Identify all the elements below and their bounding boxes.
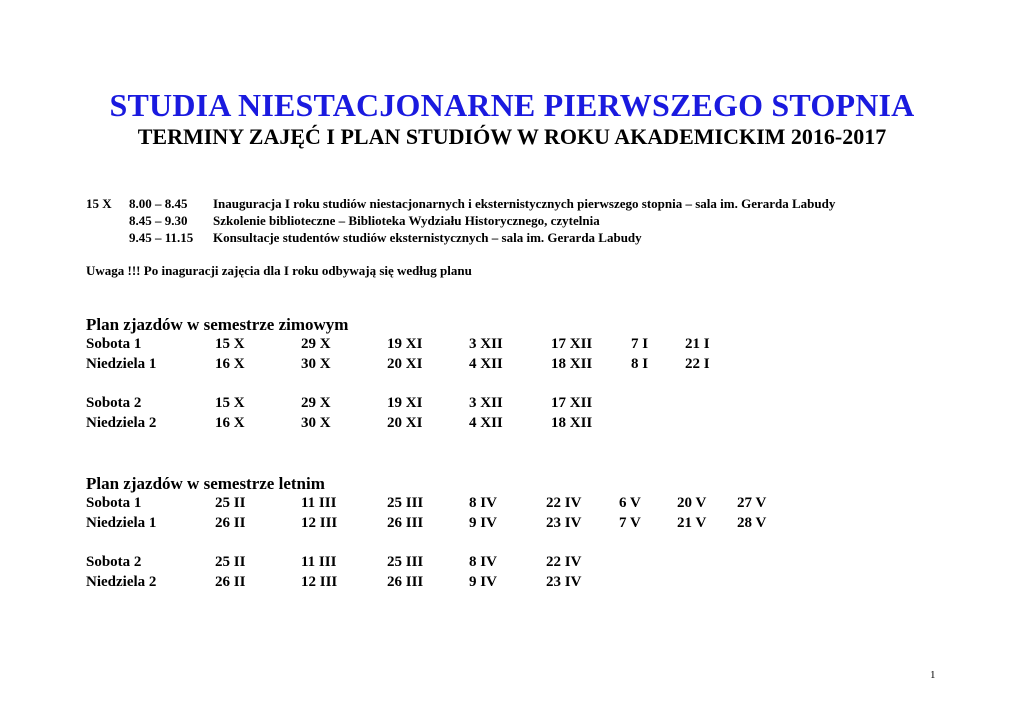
date-cell: 25 III: [387, 554, 424, 570]
date-cell: 18 XII: [551, 356, 593, 372]
date-cell: 9 IV: [469, 515, 497, 531]
date-cell: 27 V: [737, 495, 767, 511]
date-cell: 12 III: [301, 574, 338, 590]
date-cell: 16 X: [215, 415, 245, 431]
document-subtitle: TERMINY ZAJĘĆ I PLAN STUDIÓW W ROKU AKADEMICKIM 2016-2017: [137, 124, 887, 149]
date-cell: 7 I: [631, 336, 649, 352]
winter-heading: Plan zjazdów w semestrze zimowym: [86, 315, 349, 334]
date-cell: 26 III: [387, 515, 424, 531]
schedule-date: 15 X: [86, 196, 112, 211]
date-cell: 30 X: [301, 356, 331, 372]
schedule-note: Uwaga !!! Po inaguracji zajęcia dla I roku odbywają się według planu: [86, 263, 472, 278]
date-cell: 16 X: [215, 356, 245, 372]
date-cell: 7 V: [619, 515, 641, 531]
row-label: Sobota 2: [86, 395, 142, 411]
date-cell: 21 V: [677, 515, 707, 531]
date-cell: 26 II: [215, 515, 246, 531]
schedule-description: Szkolenie biblioteczne – Biblioteka Wydziału Historycznego, czytelnia: [213, 213, 600, 228]
date-cell: 19 XI: [387, 395, 423, 411]
date-cell: 26 III: [387, 574, 424, 590]
date-cell: 15 X: [215, 336, 245, 352]
date-cell: 20 V: [677, 495, 707, 511]
date-cell: 22 I: [685, 356, 710, 372]
date-cell: 4 XII: [469, 415, 503, 431]
row-label: Niedziela 2: [86, 574, 157, 590]
date-cell: 3 XII: [469, 336, 503, 352]
date-cell: 17 XII: [551, 336, 593, 352]
date-cell: 20 XI: [387, 356, 423, 372]
row-label: Niedziela 2: [86, 415, 157, 431]
date-cell: 23 IV: [546, 515, 582, 531]
schedule-description: Konsultacje studentów studiów eksternistycznych – sala im. Gerarda Labudy: [213, 230, 642, 245]
date-cell: 25 II: [215, 554, 246, 570]
date-cell: 29 X: [301, 395, 331, 411]
date-cell: 22 IV: [546, 495, 582, 511]
summer-heading: Plan zjazdów w semestrze letnim: [86, 474, 325, 493]
date-cell: 28 V: [737, 515, 767, 531]
date-cell: 25 III: [387, 495, 424, 511]
date-cell: 11 III: [301, 554, 337, 570]
date-cell: 23 IV: [546, 574, 582, 590]
date-cell: 29 X: [301, 336, 331, 352]
row-label: Sobota 1: [86, 495, 142, 511]
schedule-time: 8.00 – 8.45: [129, 196, 188, 211]
date-cell: 17 XII: [551, 395, 593, 411]
date-cell: 26 II: [215, 574, 246, 590]
date-cell: 8 IV: [469, 495, 497, 511]
date-cell: 3 XII: [469, 395, 503, 411]
row-label: Sobota 2: [86, 554, 142, 570]
date-cell: 22 IV: [546, 554, 582, 570]
date-cell: 4 XII: [469, 356, 503, 372]
date-cell: 8 IV: [469, 554, 497, 570]
date-cell: 18 XII: [551, 415, 593, 431]
row-label: Niedziela 1: [86, 356, 157, 372]
row-label: Niedziela 1: [86, 515, 157, 531]
schedule-time: 8.45 – 9.30: [129, 213, 188, 228]
date-cell: 20 XI: [387, 415, 423, 431]
date-cell: 21 I: [685, 336, 710, 352]
date-cell: 30 X: [301, 415, 331, 431]
document-title: STUDIA NIESTACJONARNE PIERWSZEGO STOPNIA: [109, 87, 915, 123]
date-cell: 12 III: [301, 515, 338, 531]
schedule-time: 9.45 – 11.15: [129, 230, 194, 245]
date-cell: 11 III: [301, 495, 337, 511]
date-cell: 15 X: [215, 395, 245, 411]
date-cell: 19 XI: [387, 336, 423, 352]
date-cell: 8 I: [631, 356, 649, 372]
schedule-description: Inauguracja I roku studiów niestacjonarnych i eksternistycznych pierwszego stopnia – sala im. Gerarda Labudy: [213, 196, 836, 211]
date-cell: 6 V: [619, 495, 641, 511]
page-number: 1: [930, 669, 936, 681]
date-cell: 25 II: [215, 495, 246, 511]
date-cell: 9 IV: [469, 574, 497, 590]
row-label: Sobota 1: [86, 336, 142, 352]
